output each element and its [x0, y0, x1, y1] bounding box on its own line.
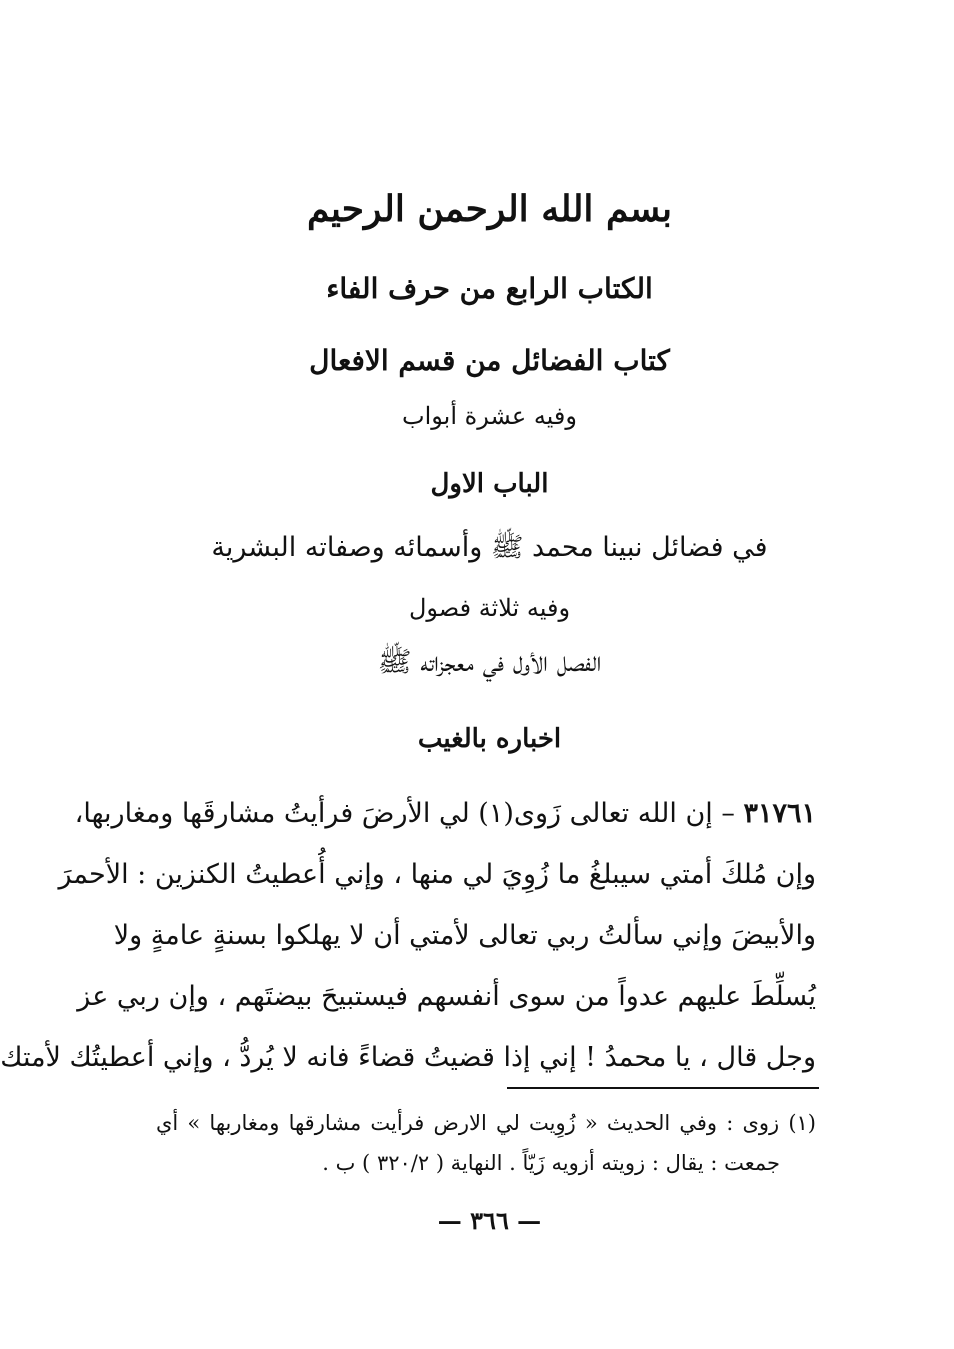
hadith-line: والأبيضَ وإني سألتُ ربي تعالى لأمتي أن لا يهلكوا بسنةٍ عامةٍ ولا — [113, 920, 816, 951]
book-title: الكتاب الرابع من حرف الفاء — [326, 272, 653, 305]
hadith-number: ٣١٧٦١ — [743, 798, 816, 829]
hadith-line-text: – إن الله تعالى زَوى(١) لي الأرضَ فرأيتُ مشارقَها ومغاربها، — [74, 798, 735, 829]
hadith-line: وجل قال ، يا محمدُ ! إني إذا قضيتُ قضاءً فانه لا يُردُّ ، وإني أعطيتُك لأمتك — [0, 1042, 816, 1073]
kitab-title: كتاب الفضائل من قسم الافعال — [309, 344, 670, 377]
abwab-count: وفيه عشرة أبواب — [402, 402, 577, 430]
hadith-line: يُسلِّطَ عليهم عدواً من سوى أنفسهم فيستبيحَ بيضتَهم ، وإن ربي عز — [77, 981, 816, 1012]
hadith-text — [0, 783, 816, 1088]
footnote-line: جمعت : يقال : زويته أزويه زَيّاً . النهاية ( ٣٢٠/٢ ) ب . — [322, 1151, 780, 1175]
bab-title: الباب الاول — [430, 469, 549, 499]
hadith-line — [74, 783, 816, 844]
page-number: — ٣٦٦ — — [437, 1206, 542, 1235]
fusul-count: وفيه ثلاثة فصول — [408, 594, 571, 622]
footnote-line: (١) زوى : وفي الحديث « زُوِيت لي الارض فرأيت مشارقها ومغاربها » أي — [156, 1111, 816, 1135]
fasl-title: الفصل الأول في معجزاته ﷺ — [377, 645, 602, 678]
hadith-line: وإن مُلكَ أمتي سيبلغُ ما زُوِيَ لي منها ، وإني أُعطيتُ الكنزين : الأحمرَ — [58, 859, 816, 890]
bab-subject: في فضائل نبينا محمد ﷺ وأسمائه وصفاته البشرية — [211, 532, 768, 563]
footnotes — [156, 1103, 816, 1183]
footnote-divider — [507, 1087, 819, 1089]
section-heading: اخباره بالغيب — [417, 724, 562, 754]
basmala: بسم الله الرحمن الرحيم — [306, 188, 673, 230]
